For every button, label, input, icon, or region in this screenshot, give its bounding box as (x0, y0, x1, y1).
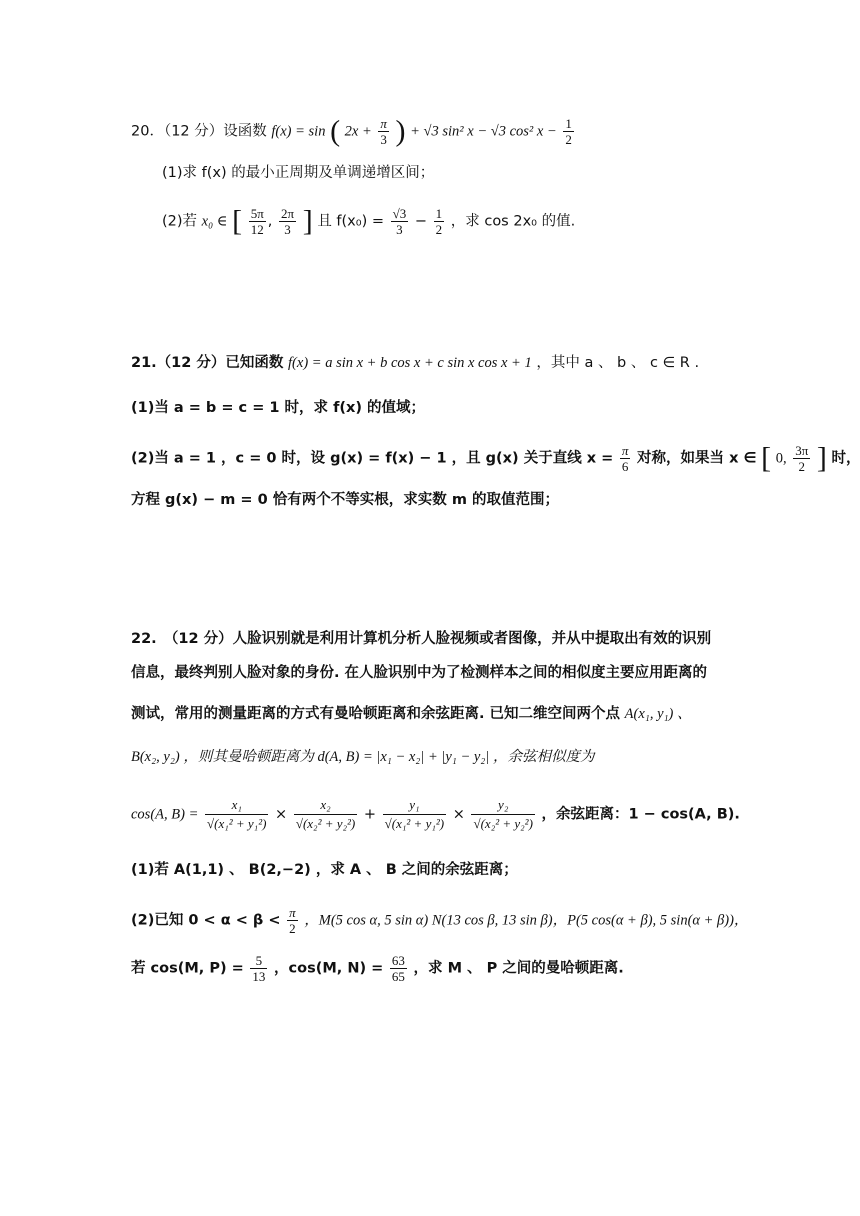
q22-part2a (131, 905, 748, 936)
plus-sign: + (363, 806, 377, 823)
left-bracket: [ (232, 204, 243, 238)
q20-line (131, 116, 576, 147)
q22-line1: 22. （12 分）人脸识别就是利用计算机分析人脸视频或者图像，并从中提取出有效的识别 (131, 631, 712, 647)
q22-frac-2: $\frac{\text{x₂}}{\text{√(x₂² + y₂²)}}$ (295, 797, 356, 831)
q21-part2 (131, 443, 860, 474)
q22-part2b-c: ，求 M 、 P 之间的曼哈顿距离. (413, 960, 624, 977)
q20-pi-over-3: $\frac{\pi}{3}$ (380, 116, 387, 147)
q22-line3-text: 测试，常用的测量距离的方式有曼哈顿距离和余弦距离. 已知二维空间两个点 (131, 706, 621, 722)
q20-frac-5pi-12: $\frac{5\pi}{12}$ (250, 206, 264, 237)
left-paren: ( (330, 114, 341, 148)
q21-formula: f(x) = a sin x + b cos x + c sin x cos x + 1 (288, 355, 532, 371)
q21-part1: (1)当 a = b = c = 1 时，求 f(x) 的值域； (131, 400, 426, 416)
q20-part2-mid: 且 f(x₀) = (317, 213, 384, 230)
q21-part2b: 方程 g(x) − m = 0 恰有两个不等实根，求实数 m 的取值范围； (131, 492, 559, 508)
q20-part2-suffix: ，求 cos 2x₀ 的值. (450, 213, 576, 230)
q20-part2: (2)若 x₀ ∈ [ $\frac{5\pi}{12}$ , $\frac{2\pi}{3}$ ] 且 f(x₀) = $\frac{√3}{3}$ − $\frac{1}{2}$ ，求 cos 2x₀ 的值. (162, 204, 576, 238)
right-bracket: ] (302, 204, 313, 238)
q22-point-a: A(x₁, y₁) 、 (624, 706, 692, 722)
times-sign: × (452, 806, 465, 823)
q21-part2-prefix: (2)当 a = 1 ，c = 0 时，设 g(x) = f(x) − 1 ，且 g(x) 关于直线 x = (131, 450, 614, 467)
q20-heading: 20．（12 分）设函数 (131, 123, 267, 140)
q20-frac-2pi-3: $\frac{2\pi}{3}$ (281, 206, 295, 237)
q22-manhattan-def: B(x₂, y₂) ，则其曼哈顿距离为 d(A, B) = |x₁ − x₂| + |y₁ − y₂| ，余弦相似度为 (131, 749, 595, 765)
q22-frac-4: $\frac{\text{y₂}}{\text{√(x₂² + y₂²)}}$ (473, 797, 533, 831)
q21-line (131, 353, 699, 373)
q22-part2b-a: 若 cos(M, P) = (131, 960, 244, 977)
q22-part1: (1)若 A(1,1) 、 B(2,−2) ，求 A 、 B 之间的余弦距离； (131, 862, 518, 878)
q22-part2b-b: ，cos(M, N) = (274, 960, 384, 977)
q21-3pi-over-2: $\frac{3\pi}{2}$ (795, 443, 809, 474)
left-bracket: [ (761, 441, 772, 475)
q22-pi-over-2: $\frac{\pi}{2}$ (289, 905, 296, 936)
q20-frac-sqrt3-3: $\frac{√3}{3}$ (392, 206, 407, 237)
q22-part2b (131, 953, 624, 984)
q22-frac-3: $\frac{\text{y₁}}{\text{√(x₁² + y₁²)}}$ (384, 797, 445, 831)
q20-formula-rest: + √3 sin² x − √3 cos² x − (410, 123, 557, 140)
q22-cos-tail: ，余弦距离：1 − cos(A, B). (541, 806, 740, 823)
q20-one-half: $\frac{1}{2}$ (565, 116, 572, 147)
q21-pi-over-6: $\frac{\pi}{6}$ (621, 443, 629, 474)
minus-sign: − (414, 213, 428, 230)
q22-cosine-formula (131, 796, 740, 833)
q22-frac-1: $\frac{\text{x₁}}{\text{√(x₁² + y₁²)}}$ (206, 797, 267, 831)
q20-formula-inner: 2x + (344, 123, 372, 140)
q21-part2-mid: 对称，如果当 x ∈ (637, 450, 757, 467)
q20-part2-prefix: (2)若 (162, 213, 198, 230)
q22-frac-5-13: $\frac{5}{13}$ (252, 953, 266, 984)
q22-line3 (131, 704, 692, 724)
q21-part2-suffix: 时， (831, 450, 860, 467)
q22-cos-lhs: cos(A, B) = (131, 806, 199, 823)
q22-line2: 信息，最终判别人脸对象的身份. 在人脸识别中为了检测样本之间的相似度主要应用距离的 (131, 665, 708, 681)
q20-formula-lhs: f(x) = sin (271, 123, 326, 140)
q22-line4 (131, 747, 594, 767)
right-paren: ) (395, 114, 406, 148)
q20-part1: (1)求 f(x) 的最小正周期及单调递增区间； (162, 165, 435, 181)
right-bracket: ] (816, 441, 827, 475)
q20-frac-1-2: $\frac{1}{2}$ (435, 206, 443, 237)
q21-tail: ，其中 a 、 b 、 c ∈ R . (536, 355, 700, 371)
q22-part2a-suffix: ，M(5 cos α, 5 sin α) N(13 cos β, 13 sin β)，P(5 cos(α + β), 5 sin(α + β))， (304, 912, 749, 929)
times-sign: × (275, 806, 288, 823)
q20-x0: x₀ ∈ (201, 213, 228, 230)
q21-zero: 0, (775, 450, 787, 467)
q22-part2a-prefix: (2)已知 0 < α < β < (131, 912, 281, 929)
q22-frac-63-65: $\frac{63}{65}$ (391, 953, 405, 984)
q21-heading: 21.（12 分）已知函数 (131, 355, 284, 371)
